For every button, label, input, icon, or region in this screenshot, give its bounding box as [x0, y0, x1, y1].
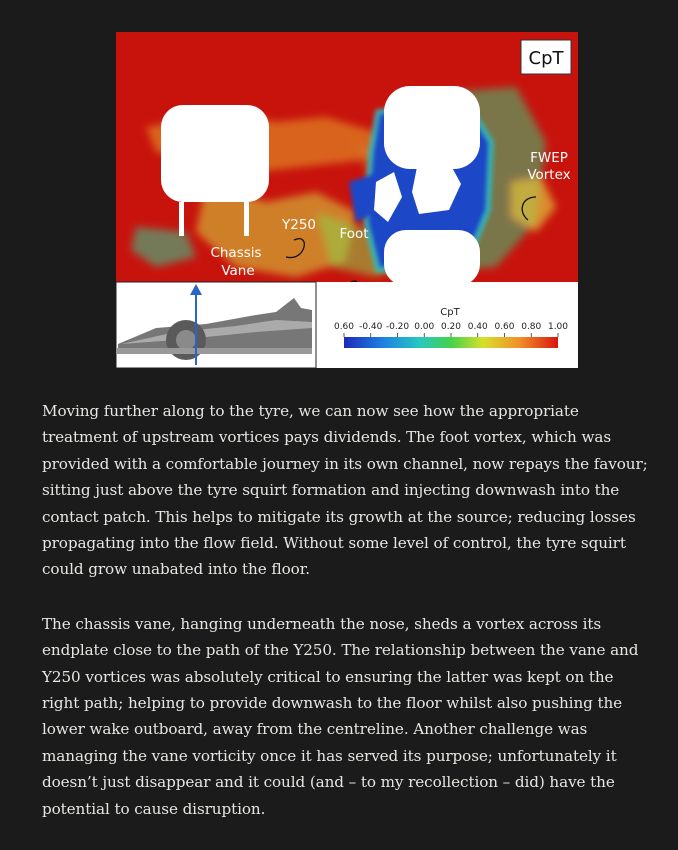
colorbar-title: CpT	[440, 307, 460, 318]
fwep-label-2: Vortex	[527, 167, 571, 183]
chassis-vane-left	[179, 202, 184, 236]
cpt-contour-plot	[116, 32, 578, 368]
upper-tyre	[384, 86, 480, 169]
colorbar-tick-label: 1.00	[547, 322, 569, 332]
paragraph-1: Moving further along to the tyre, we can now see how the appropriate treatment of upstream vortices pays dividends. The foot vortex, which was provided with a comfortable journey in its own channel, now repays the favour; sitting just above the tyre squirt formation and injecting downwash into the contact patch. This helps to mitigate its growth at the source; reducing losses propagating into the flow field. Without some level of control, the tyre squirt could grow unabated into the floor.	[42, 402, 648, 579]
paragraph-2: The chassis vane, hanging underneath the nose, sheds a vortex across its endplate close to the path of the Y250. The relationship between the vane and Y250 vortices was absolutely critical to ensuring the latter was kept on the right path; helping to provide downwash to the floor whilst also pushing the lower wake outboard, away from the centreline. Another challenge was managing the vane vorticity once it has served its purpose; unfortunately it doesn’t just disappear and it could (and – to my recollection – did) have the potential to cause disruption.	[42, 614, 639, 818]
lower-tyre	[384, 230, 480, 286]
y250-label: Y250	[281, 217, 317, 233]
chassis-section	[161, 105, 269, 202]
colorbar	[344, 337, 558, 348]
chassis-label-2: Vane	[221, 263, 255, 279]
chassis-label-1: Chassis	[210, 245, 262, 261]
colorbar-tick-label: 0.00	[414, 322, 435, 332]
foot-label: Foot	[339, 226, 369, 242]
article-body	[42, 398, 654, 850]
cfd-figure	[116, 32, 578, 368]
colorbar-tick-label: -0.40	[359, 322, 383, 332]
colorbar-tick-label: 0.40	[467, 322, 488, 332]
chassis-vane-right	[244, 202, 249, 236]
colorbar-tick-label: 0.80	[521, 322, 542, 332]
colorbar-tick-label: 0.20	[440, 322, 462, 332]
colorbar-tick-label: -0.20	[385, 322, 410, 332]
cpt-badge: CpT	[528, 48, 564, 69]
colorbar-tick-label: 0.60	[494, 322, 515, 332]
fwep-label-1: FWEP	[530, 150, 568, 166]
colorbar-tick-label: 0.60	[333, 322, 355, 332]
